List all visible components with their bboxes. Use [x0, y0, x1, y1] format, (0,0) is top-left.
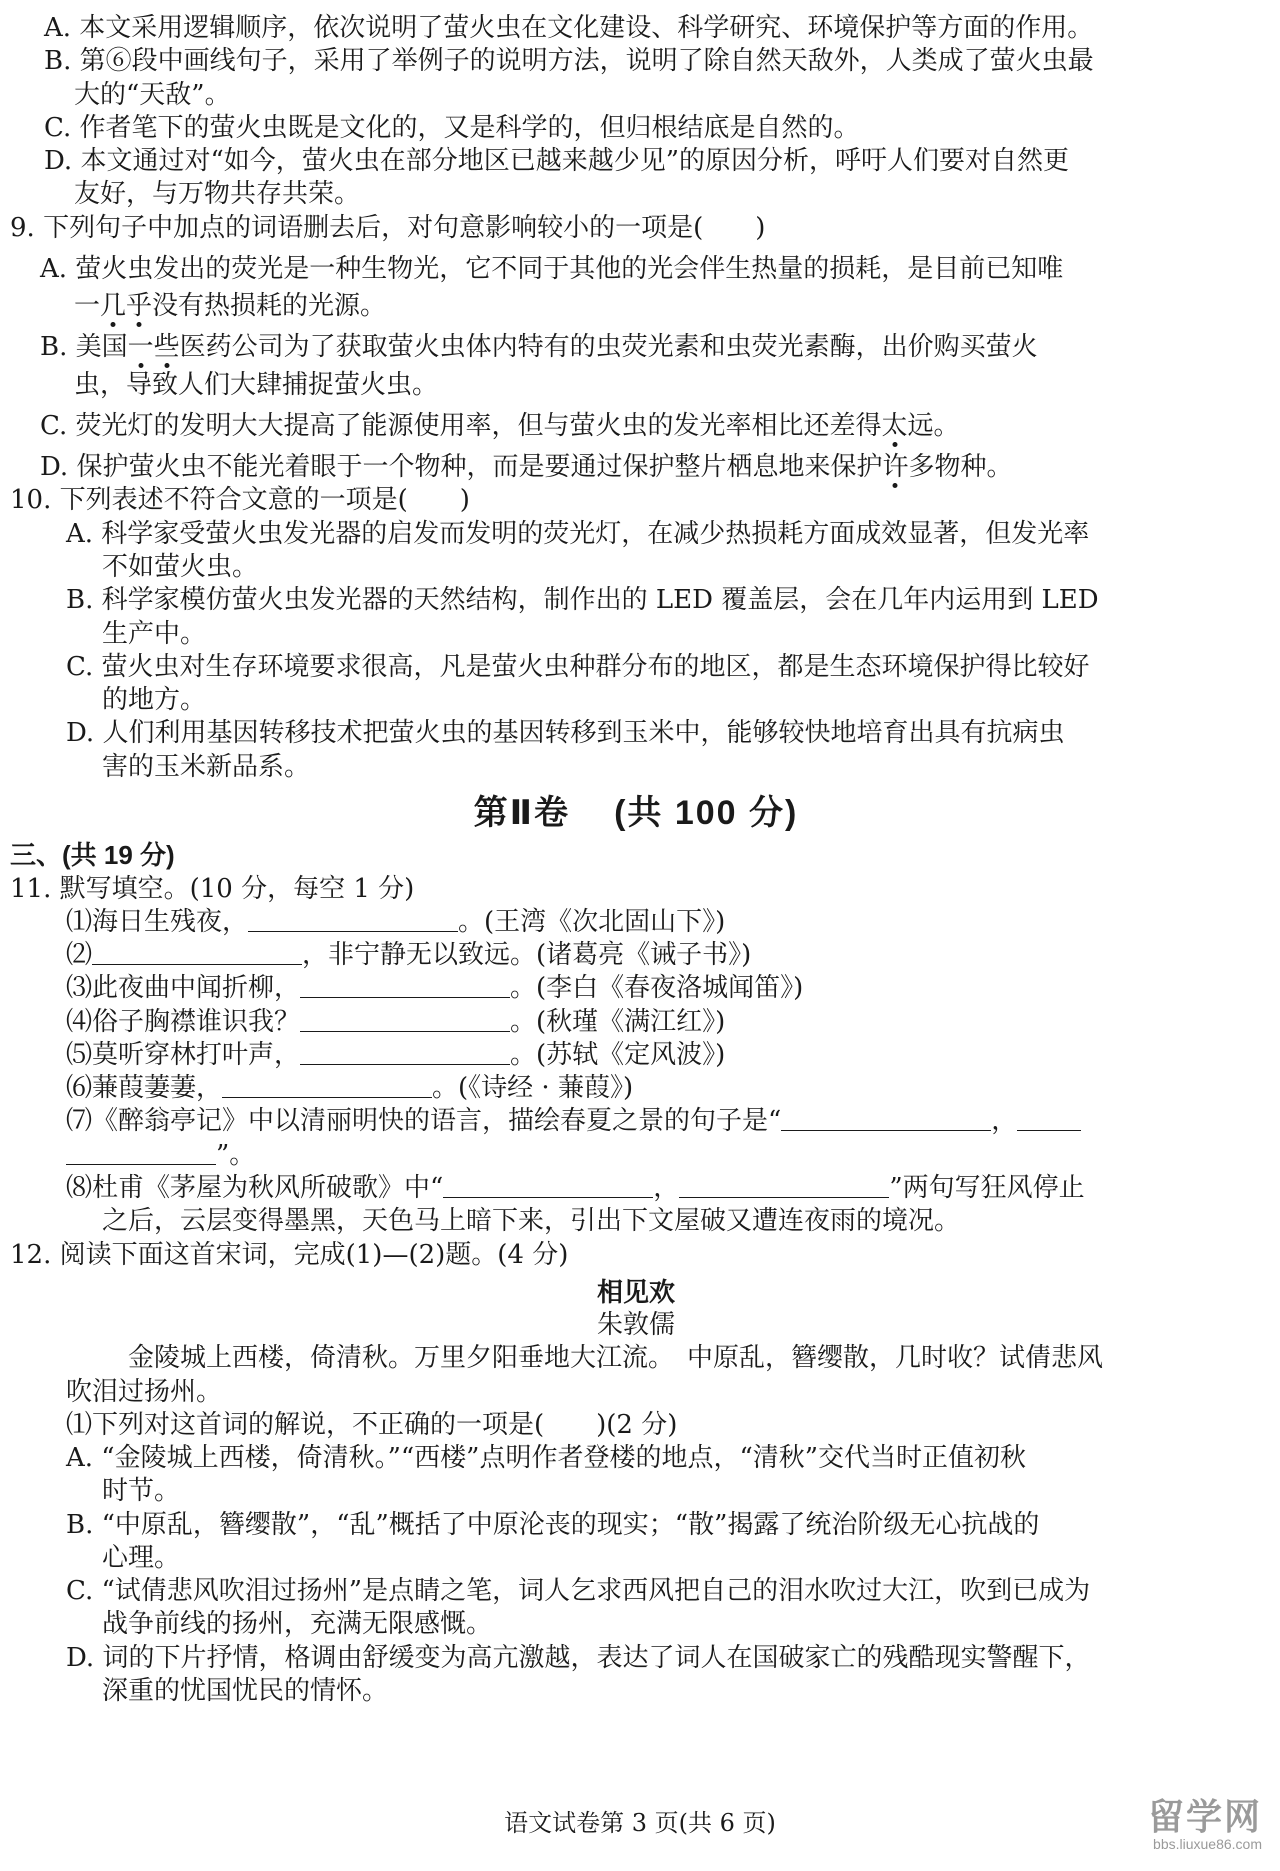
text: ⑻杜甫《茅屋为秋风所破歌》中“ [66, 1173, 444, 1204]
q9-option-d [10, 451, 1262, 484]
q10-option-b-cont: 生产中。 [102, 618, 207, 649]
dotted-words [100, 291, 152, 321]
q8-option-a: A. 本文采用逻辑顺序，依次说明了萤火虫在文化建设、科学研究、环境保护等方面的作用。 [44, 13, 1094, 43]
text: 一 [74, 291, 101, 322]
poem-text-cont: 吹泪过扬州。 [66, 1376, 223, 1407]
text: 医药公司为了获取萤火虫体内特有的虫荧光素和虫荧光素酶，出价购买萤火 [179, 332, 1038, 363]
answer-blank[interactable] [222, 1075, 432, 1098]
q11-item-1 [10, 906, 1262, 939]
text: ⑵ [66, 940, 93, 971]
answer-blank[interactable] [781, 1108, 991, 1131]
q9-title: 9. 下列句子中加点的词语删去后，对句意影响较小的一项是( ) [10, 212, 766, 243]
answer-blank[interactable] [300, 975, 510, 998]
q12-option-b-cont: 心理。 [102, 1542, 181, 1573]
q10-title: 10. 下列表述不符合文意的一项是( ) [10, 485, 470, 516]
q12-option-b: B. “中原乱，簪缨散”，“乱”概括了中原沦丧的现实；“散”揭露了统治阶级无心抗战的 [66, 1509, 1040, 1540]
q10-option-c: C. 萤火虫对生存环境要求很高，凡是萤火虫种群分布的地区，都是生态环境保护得比较好 [66, 651, 1090, 682]
q8-option-d: D. 本文通过对“如今，萤火虫在部分地区已越来越少见”的原因分析，呼吁人们要对自然更 [44, 146, 1070, 177]
q9-option-a-cont [10, 290, 1262, 323]
q11-item-8-cont: 之后，云层变得墨黑，天色马上暗下来，引出下文屋破又遭连夜雨的境况。 [102, 1206, 961, 1237]
question-11 [10, 873, 1262, 1239]
dotted-char: 些 [153, 332, 180, 363]
q8-option-c: C. 作者笔下的萤火虫既是文化的，又是科学的，但归根结底是自然的。 [44, 112, 860, 143]
poem-title: 相见欢 [596, 1276, 675, 1307]
q9-option-c [10, 410, 1262, 443]
text: 远。 [907, 410, 960, 441]
text: 。(王湾《次北固山下》) [458, 906, 726, 937]
q9-option-a: A. 萤火虫发出的荧光是一种生物光，它不同于其他的光会伴生热量的损耗，是目前已知唯 [40, 253, 1064, 284]
text: ，非宁静无以致远。(诸葛亮《诫子书》) [302, 940, 752, 971]
q9-option-b-cont: 虫，导致人们大肆捕捉萤火虫。 [74, 369, 439, 400]
answer-blank[interactable] [300, 1009, 510, 1032]
text: C. 荧光灯的发明大大提高了能源使用率，但与萤火虫的发光率相比还差得 [40, 410, 882, 441]
text: ⑶此夜曲中闻折柳， [66, 973, 301, 1004]
q9-option-b [10, 331, 1262, 364]
q10-option-d-cont: 害的玉米新品系。 [102, 751, 311, 782]
text: B. 美国 [40, 332, 128, 363]
text: ⑴海日生残夜， [66, 906, 249, 937]
q11-item-5 [10, 1039, 1262, 1072]
dotted-char: 一 [127, 332, 154, 363]
question-9 [10, 212, 1262, 485]
q11-item-2 [10, 939, 1262, 972]
text: 多物种。 [908, 452, 1013, 483]
page-footer: 语文试卷第 3 页(共 6 页) [504, 1809, 776, 1837]
section-score: (共 100 分) [614, 793, 799, 832]
question-10 [10, 484, 1262, 783]
q10-option-a: A. 科学家受萤火虫发光器的启发而发明的荧光灯，在减少热损耗方面成效显著，但发光率 [66, 518, 1090, 549]
q11-item-8 [10, 1172, 1262, 1205]
text: ⑸莫听穿林打叶声， [66, 1039, 301, 1070]
q8-option-d-cont: 友好，与万物共存共荣。 [74, 179, 361, 210]
text: ”两句写狂风停止 [889, 1173, 1085, 1204]
text: 。(《诗经 · 蒹葭》) [432, 1073, 634, 1104]
answer-blank[interactable] [443, 1175, 653, 1198]
dotted-char: 乎 [126, 291, 153, 322]
poem-text: 金陵城上西楼，倚清秋。万里夕阳垂地大江流。 中原乱，簪缨散，几时收？试倩悲风 [128, 1343, 1104, 1374]
text: ”。 [216, 1139, 256, 1170]
dotted-char: 许 [882, 452, 909, 483]
answer-blank[interactable] [300, 1042, 510, 1065]
q8-option-b-cont: 大的“天敌”。 [74, 79, 231, 110]
q12-sub-1: ⑴下列对这首词的解说，不正确的一项是( )(2 分) [66, 1409, 678, 1440]
q11-item-3 [10, 972, 1262, 1005]
q12-option-a-cont: 时节。 [102, 1476, 181, 1507]
dotted-char: 几 [100, 291, 127, 322]
text: ⑹蒹葭萋萋， [66, 1073, 223, 1104]
text: ， [991, 1106, 1018, 1137]
answer-blank[interactable] [66, 1142, 216, 1165]
answer-blank[interactable] [248, 909, 458, 932]
q10-option-a-cont: 不如萤火虫。 [102, 551, 259, 582]
section-heading [10, 792, 1262, 836]
text: D. 保护萤火虫不能光着眼于一个物种，而是要通过保护整片栖息地来保护 [40, 452, 883, 483]
text: 。(李白《春夜洛城闻笛》) [510, 973, 804, 1004]
question-12 [10, 1239, 1262, 1709]
q8-option-b: B. 第⑥段中画线句子，采用了举例子的说明方法，说明了除自然天敌外，人类成了萤火虫最 [44, 46, 1094, 77]
q11-item-6 [10, 1072, 1262, 1105]
q12-option-c-cont: 战争前线的扬州，充满无限感慨。 [102, 1609, 493, 1640]
text: ⑷俗子胸襟谁识我？ [66, 1006, 301, 1037]
q12-option-c: C. “试倩悲风吹泪过扬州”是点睛之笔，词人乞求西风把自己的泪水吹过大江，吹到已成为 [66, 1576, 1091, 1607]
q12-option-d: D. 词的下片抒情，格调由舒缓变为高亢激越，表达了词人在国破家亡的残酷现实警醒下， [66, 1642, 1091, 1673]
q11-item-7 [10, 1105, 1262, 1138]
text: ⑺《醉翁亭记》中以清丽明快的语言，描绘春夏之景的句子是“ [66, 1106, 782, 1137]
section-title: 第Ⅱ卷 [473, 793, 571, 832]
q12-option-a: A. “金陵城上西楼，倚清秋。”“西楼”点明作者登楼的地点，“清秋”交代当时正值初秋 [66, 1443, 1027, 1474]
q11-item-7-cont [10, 1139, 1262, 1172]
question-8-options [10, 12, 1262, 212]
watermark-url: bbs.liuxue86.com [1153, 1836, 1262, 1853]
q10-option-c-cont: 的地方。 [102, 685, 207, 716]
watermark-text: 留学网 [1147, 1796, 1262, 1837]
q11-title: 11. 默写填空。(10 分，每空 1 分) [10, 873, 415, 904]
dotted-char: 太 [881, 410, 908, 441]
text: 。(秋瑾《满江红》) [510, 1006, 726, 1037]
exam-page [10, 12, 1262, 1708]
q10-option-b: B. 科学家模仿萤火虫发光器的天然结构，制作出的 LED 覆盖层，会在几年内运用到 LED [66, 585, 1099, 616]
q12-option-d-cont: 深重的忧国忧民的情怀。 [102, 1676, 389, 1706]
text: ， [653, 1173, 680, 1204]
answer-blank[interactable] [1017, 1108, 1081, 1131]
text: 没有热损耗的光源。 [152, 291, 387, 322]
text: 。(苏轼《定风波》) [510, 1039, 726, 1070]
part-3-heading: 三、(共 19 分) [10, 840, 175, 871]
poem-author: 朱敦儒 [596, 1310, 675, 1341]
q11-item-4 [10, 1006, 1262, 1039]
answer-blank[interactable] [92, 942, 302, 965]
q10-option-d: D. 人们利用基因转移技术把萤火虫的基因转移到玉米中，能够较快地培育出具有抗病虫 [66, 718, 1065, 749]
answer-blank[interactable] [679, 1175, 889, 1198]
q12-title: 12. 阅读下面这首宋词，完成(1)—(2)题。(4 分) [10, 1239, 569, 1270]
watermark-logo [1148, 1794, 1262, 1854]
